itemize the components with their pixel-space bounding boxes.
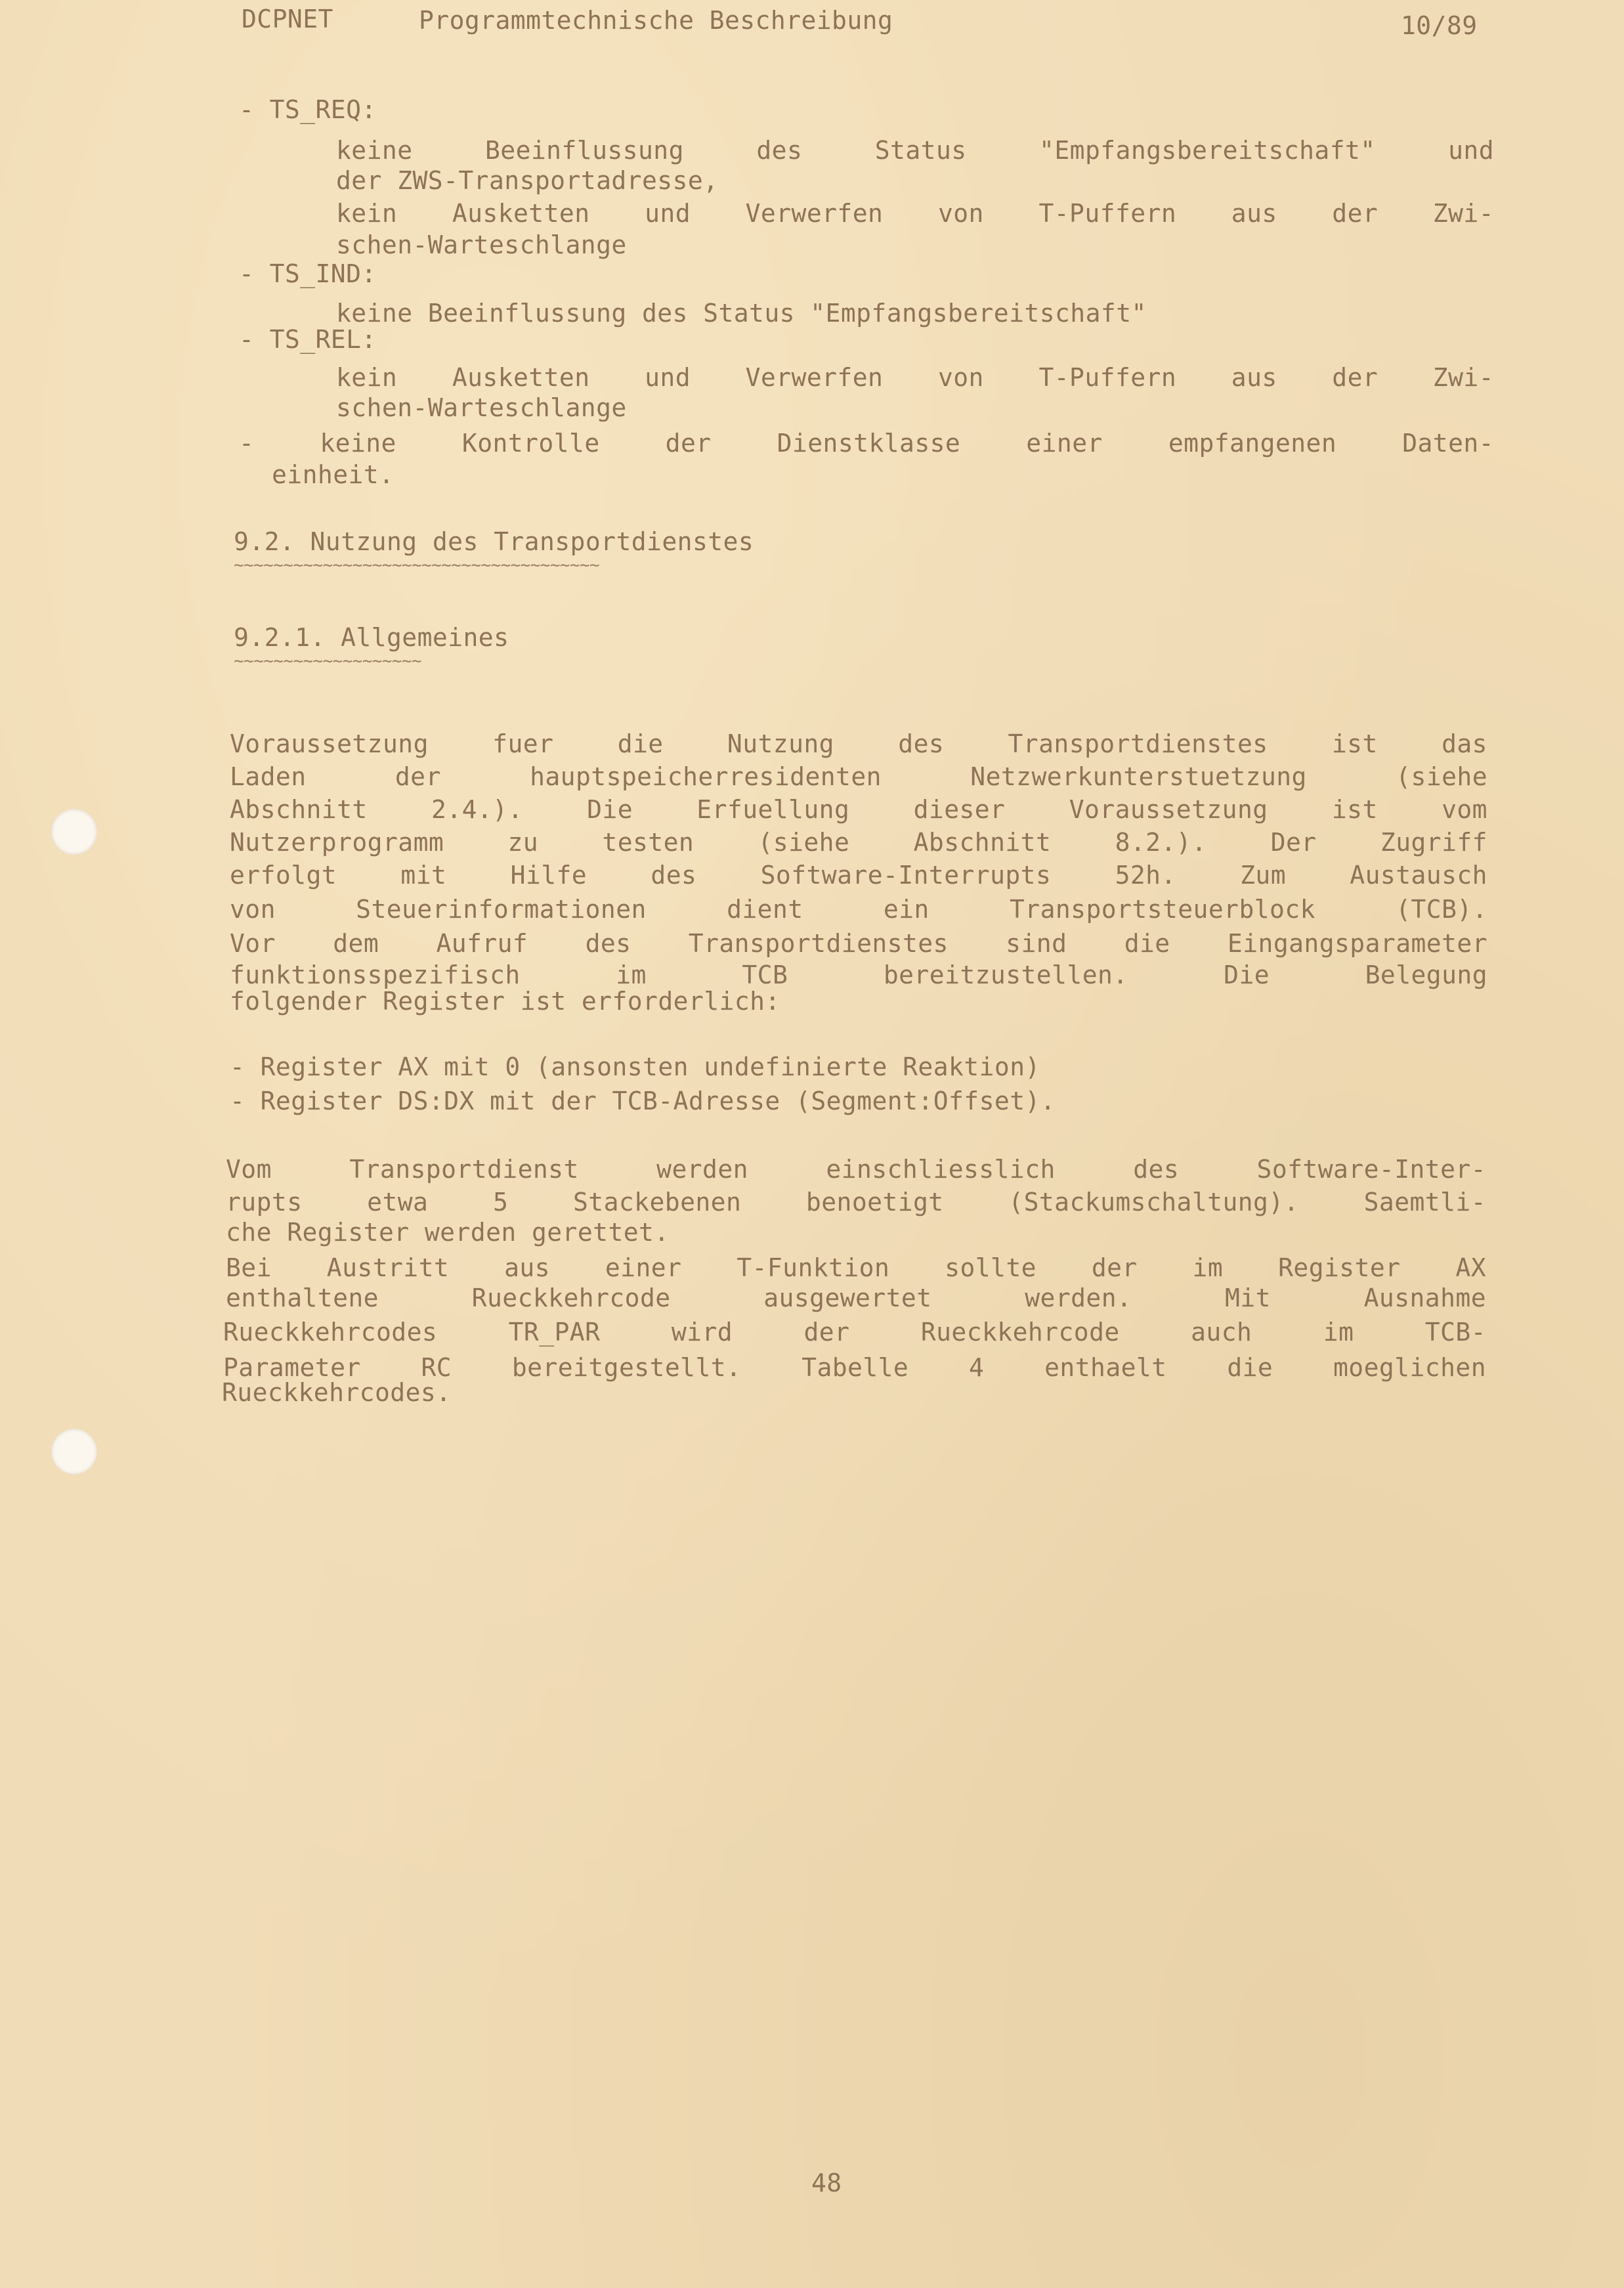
list-item-dienstklasse: - keine Kontrolle der Dienstklasse einer empfangenen Daten- xyxy=(239,429,1494,458)
section-heading-9-2-1: 9.2.1. Allgemeines xyxy=(234,623,509,652)
list-item-ts-req: - TS_REQ: xyxy=(239,95,377,124)
paragraph-line: funktionsspezifisch im TCB bereitzustellen. Die Belegung xyxy=(230,961,1487,989)
list-text: kein Ausketten und Verwerfen von T-Puffern aus der Zwi- xyxy=(336,363,1494,392)
paragraph-line: Nutzerprogramm zu testen (siehe Abschnitt 8.2.). Der Zugriff xyxy=(230,828,1487,857)
section-heading-underline: ~~~~~~~~~~~~~~~~~~~ xyxy=(234,651,422,671)
register-item-ax: - Register AX mit 0 (ansonsten undefinierte Reaktion) xyxy=(230,1052,1040,1081)
header-date: 10/89 xyxy=(1401,11,1478,40)
paragraph-line: Bei Austritt aus einer T-Funktion sollte der im Register AX xyxy=(226,1253,1486,1282)
paragraph-line: Laden der hauptspeicherresidenten Netzwerkunterstuetzung (siehe xyxy=(230,762,1487,791)
list-item-ts-ind: - TS_IND: xyxy=(239,259,377,288)
page-number: 48 xyxy=(811,2169,842,2197)
header-system-name: DCPNET xyxy=(242,5,333,33)
section-heading-underline: ~~~~~~~~~~~~~~~~~~~~~~~~~~~~~~~~~~~~~ xyxy=(234,555,599,575)
paragraph-line: Rueckkehrcodes TR_PAR wird der Rueckkehrcode auch im TCB- xyxy=(223,1318,1486,1347)
list-text: einheit. xyxy=(272,460,395,489)
paragraph-line: erfolgt mit Hilfe des Software-Interrupts 52h. Zum Austausch xyxy=(230,861,1487,890)
paragraph-line: folgender Register ist erforderlich: xyxy=(230,987,780,1016)
register-item-ds-dx: - Register DS:DX mit der TCB-Adresse (Segment:Offset). xyxy=(230,1087,1056,1115)
list-text: kein Ausketten und Verwerfen von T-Puffern aus der Zwi- xyxy=(336,199,1494,228)
punch-hole-upper xyxy=(51,809,97,855)
paragraph-line: Vor dem Aufruf des Transportdienstes sind die Eingangsparameter xyxy=(230,929,1487,958)
punch-hole-lower xyxy=(51,1429,97,1475)
list-text: der ZWS-Transportadresse, xyxy=(336,166,719,195)
paragraph-line: Voraussetzung fuer die Nutzung des Transportdienstes ist das xyxy=(230,729,1487,758)
paragraph-line: Rueckkehrcodes. xyxy=(222,1378,452,1407)
header-document-title: Programmtechnische Beschreibung xyxy=(419,6,893,35)
paragraph-line: Abschnitt 2.4.). Die Erfuellung dieser Voraussetzung ist vom xyxy=(230,795,1487,824)
paragraph-line: Parameter RC bereitgestellt. Tabelle 4 enthaelt die moeglichen xyxy=(223,1353,1486,1382)
list-text: schen-Warteschlange xyxy=(336,393,627,422)
paragraph-line: che Register werden gerettet. xyxy=(226,1218,670,1247)
paragraph-line: rupts etwa 5 Stackebenen benoetigt (Stackumschaltung). Saemtli- xyxy=(226,1188,1486,1217)
paragraph-line: enthaltene Rueckkehrcode ausgewertet werden. Mit Ausnahme xyxy=(226,1284,1486,1312)
paragraph-line: Vom Transportdienst werden einschliesslich des Software-Inter- xyxy=(226,1155,1486,1184)
list-text: schen-Warteschlange xyxy=(336,230,627,259)
list-text: keine Beeinflussung des Status "Empfangsbereitschaft" und xyxy=(336,136,1494,165)
list-item-ts-rel: - TS_REL: xyxy=(239,325,377,354)
paragraph-line: von Steuerinformationen dient ein Transportsteuerblock (TCB). xyxy=(230,895,1487,924)
list-text: keine Beeinflussung des Status "Empfangsbereitschaft" xyxy=(336,299,1147,328)
section-heading-9-2: 9.2. Nutzung des Transportdienstes xyxy=(234,527,754,556)
